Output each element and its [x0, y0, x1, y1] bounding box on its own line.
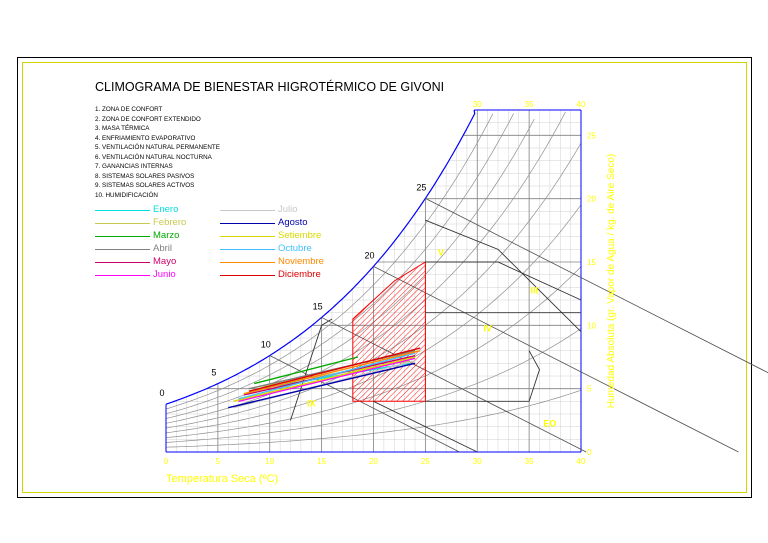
zone-item: 7. GANANCIAS INTERNAS [95, 163, 173, 170]
legend-item [95, 217, 225, 229]
y-tick-label: 5 [587, 384, 592, 394]
zone-item: 8. SISTEMAS SOLARES PASIVOS [95, 172, 195, 180]
y-tick-label: 10 [587, 321, 596, 331]
zone-item: 5. VENTILACIÓN NATURAL PERMANENTE [95, 144, 220, 151]
zone-label: IX [306, 398, 316, 409]
zone-label: EO [543, 418, 557, 429]
x-tick-label: 25 [420, 457, 430, 466]
legend-item [95, 269, 225, 281]
zone-label: IV [483, 323, 492, 334]
legend-item [220, 243, 350, 255]
y-tick-label: 25 [587, 131, 596, 141]
wet-bulb-label: 20 [364, 250, 375, 261]
legend-item [95, 243, 225, 255]
y-tick-label: 0 [587, 448, 592, 457]
zone-item: 1. ZONA DE CONFORT [95, 106, 163, 113]
legend-label: Setiembre [278, 230, 322, 241]
zone-list [95, 105, 220, 200]
legend-swatch [95, 275, 150, 276]
legend-label: Noviembre [278, 256, 324, 267]
legend-item [95, 230, 225, 242]
zone-item: 3. MASA TÉRMICA [95, 125, 150, 132]
legend-swatch [95, 223, 150, 224]
legend-label: Diciembre [278, 269, 321, 280]
legend-swatch [220, 275, 275, 276]
x-tick-label: 15 [317, 457, 327, 466]
legend-item [220, 269, 350, 281]
zone-boundary [425, 220, 581, 331]
legend-label: Octubre [278, 243, 312, 254]
legend-swatch [95, 236, 150, 237]
legend-swatch [220, 210, 275, 211]
top-tick-label: 40 [576, 100, 586, 109]
legend-swatch [95, 210, 150, 211]
wet-bulb-label: 15 [312, 301, 323, 312]
legend-label: Febrero [153, 217, 187, 228]
legend-swatch [220, 223, 275, 224]
wet-bulb-label: 0 [159, 388, 165, 399]
legend-label: Junio [153, 269, 176, 280]
legend-label: Julio [278, 204, 298, 215]
wet-bulb-label: 5 [211, 367, 217, 378]
x-tick-label: 10 [265, 457, 275, 466]
legend-label: Mayo [153, 256, 177, 267]
legend-item [220, 230, 350, 242]
x-tick-label: 5 [215, 457, 221, 466]
legend-label: Marzo [153, 230, 180, 241]
x-axis-title: Temperatura Seca (ºC) [166, 473, 279, 485]
y-tick-label: 20 [587, 194, 596, 204]
x-tick-label: 35 [524, 457, 534, 466]
legend-item [220, 217, 350, 229]
zone-label: III [530, 285, 539, 296]
legend-item [95, 256, 225, 268]
top-tick-label: 35 [524, 100, 534, 109]
legend-right [220, 204, 350, 284]
x-tick-label: 20 [369, 457, 378, 466]
legend-swatch [220, 236, 275, 237]
legend-item [220, 256, 350, 268]
zone-item: 4. ENFRIAMIENTO EVAPORATIVO [95, 134, 196, 142]
legend-swatch [220, 262, 275, 263]
comfort-zone [353, 262, 426, 401]
legend-swatch [95, 262, 150, 263]
legend-label: Abril [153, 243, 173, 254]
x-tick-label: 0 [163, 457, 169, 466]
legend-label: Enero [153, 204, 179, 215]
zone-item: 10. HUMIDIFICACIÓN [95, 191, 158, 199]
legend-item [220, 204, 350, 216]
zone-item: 6. VENTILACIÓN NATURAL NOCTURNA [95, 153, 212, 161]
wet-bulb-label: 10 [260, 339, 271, 350]
x-tick-label: 30 [472, 457, 482, 466]
y-axis-title: Humedad Absoluta (gr. Vapor de Agua / kg. de Aire Seco) [606, 153, 617, 409]
zone-boundary [425, 262, 581, 300]
zone-item: 2. ZONA DE CONFORT EXTENDIDO [95, 115, 201, 123]
wet-bulb-label: 25 [416, 182, 427, 193]
legend-swatch [95, 249, 150, 250]
top-tick-label: 30 [472, 100, 482, 109]
x-tick-label: 40 [576, 457, 586, 466]
legend-item [95, 204, 225, 216]
legend-left [95, 204, 225, 284]
y-tick-label: 15 [587, 258, 596, 267]
chart-title: CLIMOGRAMA DE BIENESTAR HIGROTÉRMICO DE GIVONI [95, 80, 445, 94]
legend-label: Agosto [278, 217, 308, 228]
legend-swatch [220, 249, 275, 250]
zone-label: V [437, 247, 444, 258]
zone-item: 9. SISTEMAS SOLARES ACTIVOS [95, 182, 195, 189]
